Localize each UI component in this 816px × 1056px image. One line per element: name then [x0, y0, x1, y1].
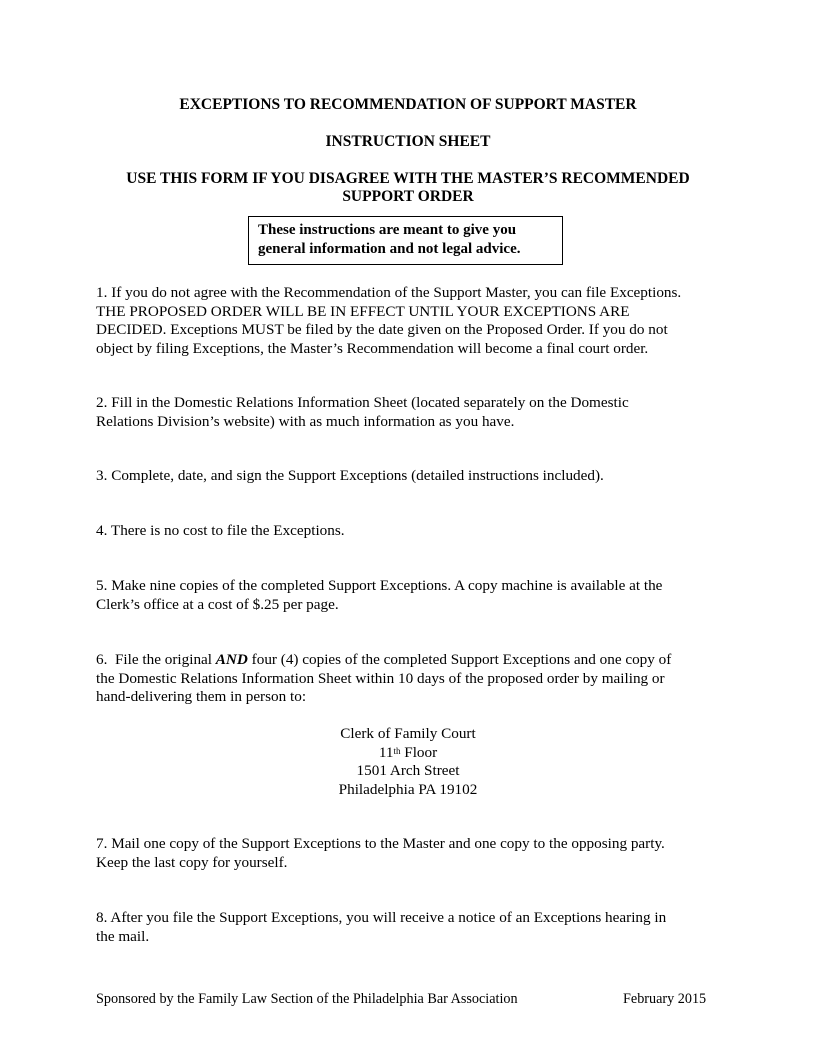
footer-date: February 2015: [623, 991, 707, 1007]
instruction-line: object by filing Exceptions, the Master’s Recommendation will become a final court order.: [96, 339, 649, 357]
instruction-line: 3. Complete, date, and sign the Support Exceptions (detailed instructions included).: [96, 467, 604, 484]
instruction-5: [96, 577, 726, 614]
instruction-line: the mail.: [96, 927, 150, 945]
address-city: Philadelphia PA 19102: [338, 780, 478, 798]
instruction-3: [96, 467, 726, 486]
instruction-line: 8. After you file the Support Exceptions, you will receive a notice of an Exceptions hearing in: [96, 909, 667, 926]
instruction-line: Keep the last copy for yourself.: [96, 853, 288, 871]
instruction-line: 4. There is no cost to file the Exceptions.: [96, 522, 345, 539]
address-name: Clerk of Family Court: [340, 725, 476, 742]
address-street: 1501 Arch Street: [356, 762, 460, 780]
instruction-line: 7. Mail one copy of the Support Exceptions to the Master and one copy to the opposing party.: [96, 835, 665, 852]
address-floor-number: 11: [378, 743, 394, 761]
instruction-line: 2. Fill in the Domestic Relations Information Sheet (located separately on the Domestic: [96, 394, 629, 411]
instruction-line: 1. If you do not agree with the Recommendation of the Support Master, you can file Exceptions.: [96, 284, 682, 301]
instruction-line: [96, 651, 726, 670]
address-floor-suffix: th: [393, 745, 401, 756]
instruction-line: DECIDED. Exceptions MUST be filed by the date given on the Proposed Order. If you do not: [96, 321, 668, 339]
address-floor: [0, 744, 816, 763]
instruction-6: [96, 651, 726, 707]
legal-notice-line-2: general information and not legal advice.: [258, 241, 521, 257]
instruction-line: Relations Division’s website) with as much information as you have.: [96, 412, 515, 430]
instruction-6-prefix: 6. File the original: [96, 651, 216, 668]
legal-notice-line-1: These instructions are meant to give you: [258, 222, 517, 238]
instruction-line: 5. Make nine copies of the completed Support Exceptions. A copy machine is available at the: [96, 577, 663, 594]
legal-notice-box: [248, 216, 563, 265]
instruction-7: [96, 835, 726, 872]
instruction-1: [96, 284, 726, 358]
mailing-address: [0, 725, 816, 799]
document-title: EXCEPTIONS TO RECOMMENDATION OF SUPPORT MASTER: [179, 96, 637, 113]
footer-sponsor: Sponsored by the Family Law Section of the Philadelphia Bar Association: [96, 991, 518, 1007]
instruction-2: [96, 394, 726, 431]
instruction-sheet-heading: INSTRUCTION SHEET: [325, 133, 491, 150]
instruction-line: Clerk’s office at a cost of $.25 per page.: [96, 595, 339, 613]
instruction-4: [96, 522, 726, 541]
usage-heading: [0, 170, 816, 206]
instruction-line: the Domestic Relations Information Sheet within 10 days of the proposed order by mailing or: [96, 669, 665, 687]
instruction-8: [96, 909, 726, 946]
emphasis-and: AND: [215, 651, 248, 668]
instruction-6-suffix: four (4) copies of the completed Support Exceptions and one copy of: [247, 651, 672, 668]
usage-heading-line-1: USE THIS FORM IF YOU DISAGREE WITH THE MASTER’S RECOMMENDED: [126, 170, 690, 187]
address-floor-word: Floor: [400, 743, 438, 761]
instruction-line: THE PROPOSED ORDER WILL BE IN EFFECT UNTIL YOUR EXCEPTIONS ARE: [96, 302, 630, 320]
usage-heading-line-2: SUPPORT ORDER: [342, 188, 474, 205]
instruction-line: hand-delivering them in person to:: [96, 688, 307, 706]
